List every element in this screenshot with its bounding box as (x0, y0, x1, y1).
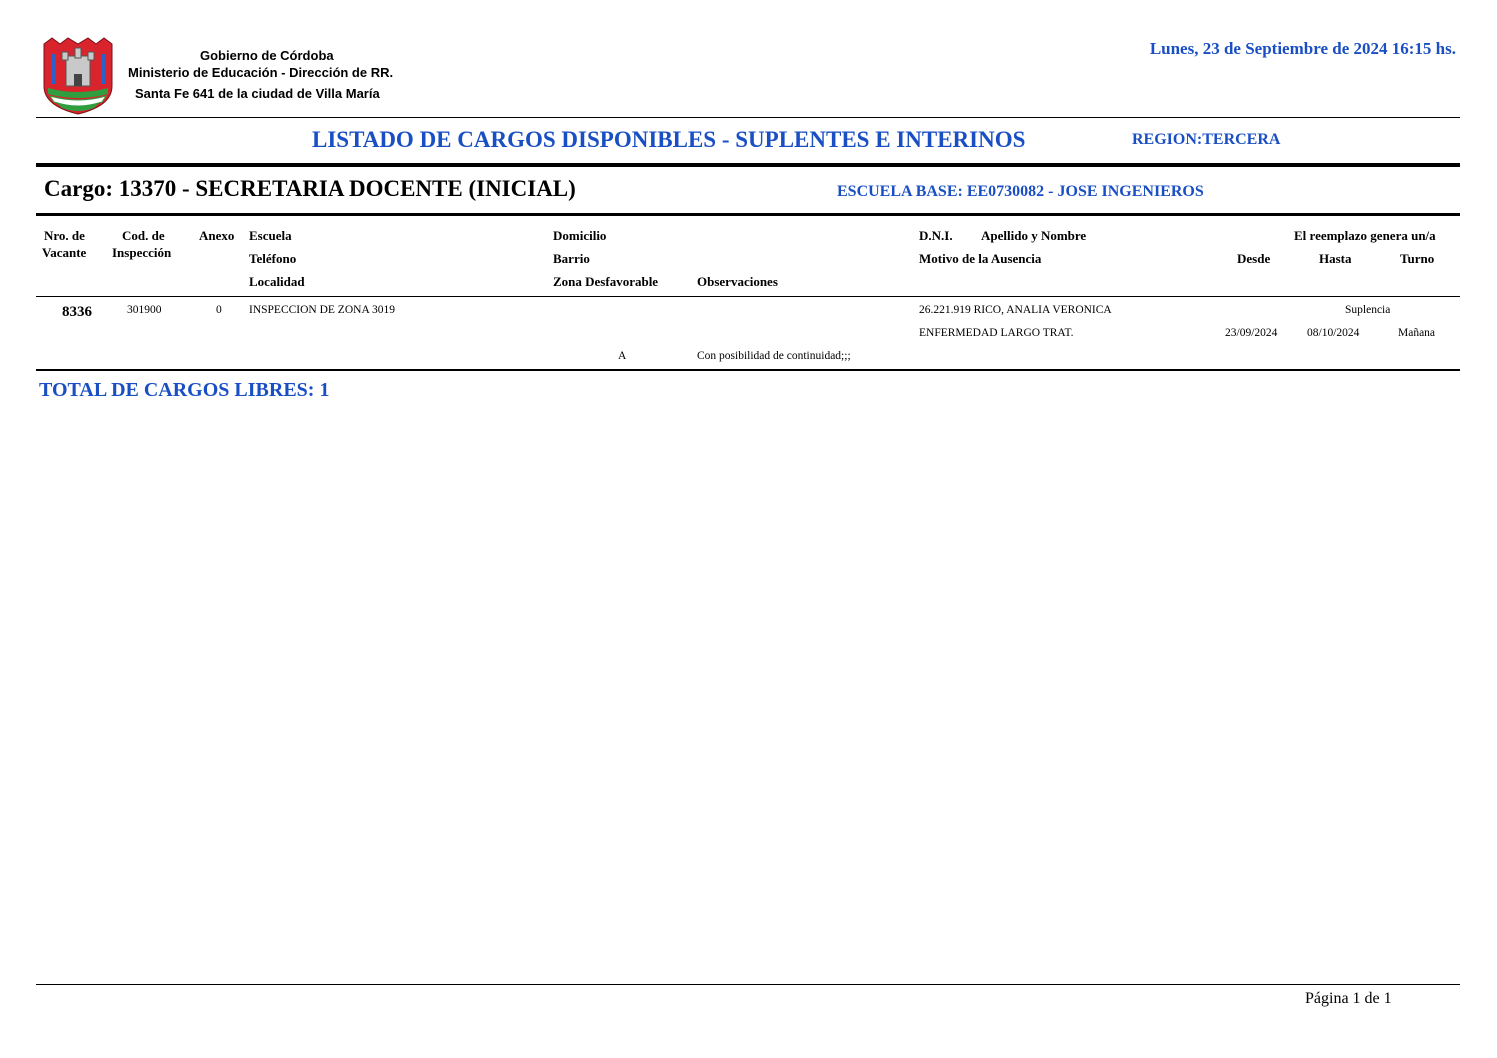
col-cod-line1: Cod. de (122, 228, 165, 243)
col-nro-line1: Nro. de (44, 228, 85, 243)
cordoba-crest-logo (38, 34, 118, 116)
region-label: REGION:TERCERA (1132, 131, 1281, 148)
col-dni: D.N.I. (919, 228, 953, 243)
page-number: Página 1 de 1 (1305, 990, 1392, 1007)
org-address: Santa Fe 641 de la ciudad de Villa María (135, 86, 380, 101)
col-desde: Desde (1237, 251, 1271, 266)
header-row-divider (36, 296, 1460, 297)
table-end-divider (36, 369, 1460, 371)
row-observaciones: Con posibilidad de continuidad;;; (697, 350, 851, 362)
org-name: Gobierno de Córdoba (200, 48, 334, 63)
cargo-divider (36, 213, 1460, 216)
col-telefono: Teléfono (249, 251, 297, 266)
col-escuela: Escuela (249, 228, 292, 243)
footer-divider (36, 984, 1460, 985)
escuela-base: ESCUELA BASE: EE0730082 - JOSE INGENIEROS (837, 183, 1204, 200)
col-turno: Turno (1400, 251, 1435, 266)
col-domicilio: Domicilio (553, 228, 607, 243)
col-reemplazo: El reemplazo genera un/a (1294, 228, 1436, 243)
header-divider (36, 117, 1460, 118)
row-escuela: INSPECCION DE ZONA 3019 (249, 304, 395, 316)
total-cargos: TOTAL DE CARGOS LIBRES: 1 (39, 379, 330, 401)
col-motivo: Motivo de la Ausencia (919, 251, 1042, 266)
report-title: LISTADO DE CARGOS DISPONIBLES - SUPLENTES E INTERINOS (312, 127, 1026, 152)
col-observaciones: Observaciones (697, 274, 778, 289)
row-anexo: 0 (216, 304, 222, 316)
col-hasta: Hasta (1319, 251, 1352, 266)
col-zona: Zona Desfavorable (553, 274, 659, 289)
row-turno: Mañana (1398, 327, 1436, 339)
row-hasta: 08/10/2024 (1307, 327, 1360, 339)
row-nro: 8336 (62, 304, 92, 320)
col-barrio: Barrio (553, 251, 590, 266)
row-zona: A (618, 350, 627, 362)
row-tipo: Suplencia (1345, 304, 1391, 316)
col-cod-line2: Inspección (112, 245, 172, 260)
col-localidad: Localidad (249, 274, 305, 289)
cargo-label: Cargo: 13370 - SECRETARIA DOCENTE (INICIAL) (44, 176, 576, 201)
row-cod: 301900 (127, 304, 162, 316)
report-date: Lunes, 23 de Septiembre de 2024 16:15 hs. (1149, 39, 1456, 58)
col-anexo: Anexo (199, 228, 235, 243)
row-motivo: ENFERMEDAD LARGO TRAT. (919, 327, 1074, 339)
row-dni-nombre: 26.221.919 RICO, ANALIA VERONICA (919, 304, 1112, 316)
title-divider (36, 163, 1460, 167)
col-nro-line2: Vacante (42, 245, 87, 260)
col-apellido: Apellido y Nombre (981, 228, 1087, 243)
row-desde: 23/09/2024 (1225, 327, 1278, 339)
org-ministry: Ministerio de Educación - Dirección de RR. (128, 65, 394, 80)
